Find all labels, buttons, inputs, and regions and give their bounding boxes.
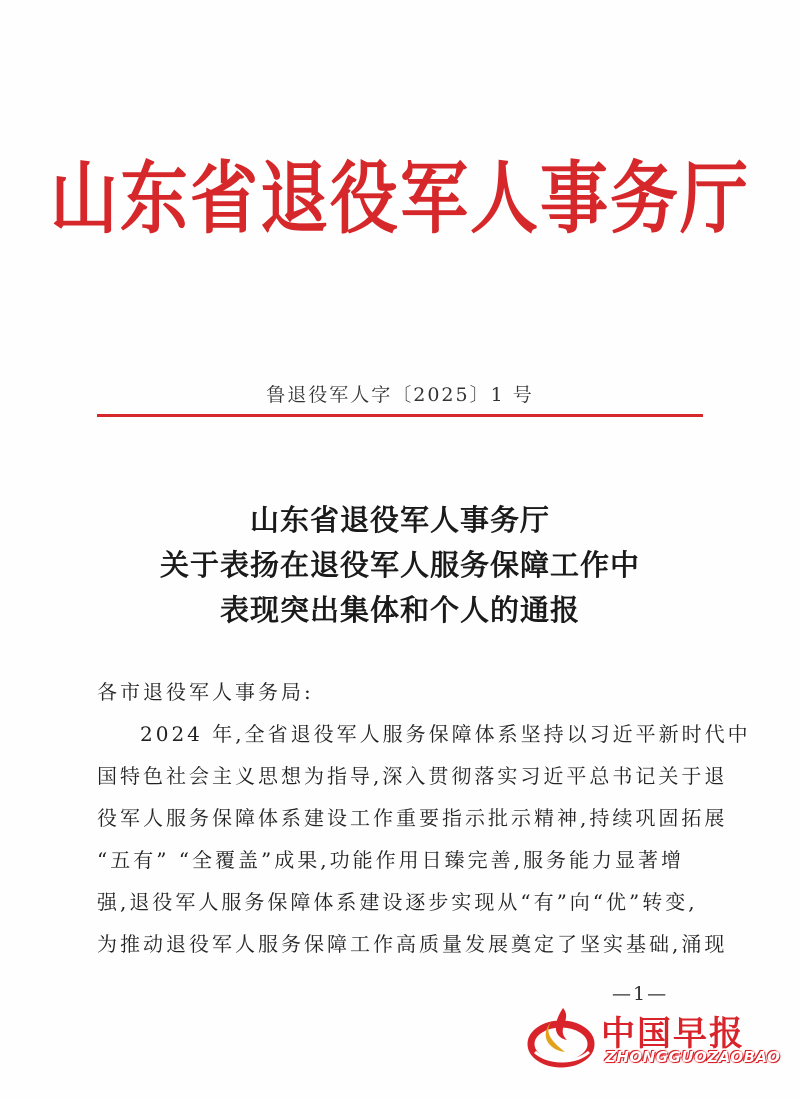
watermark-pinyin: ZHONGGUOZAOBAO <box>605 1048 781 1066</box>
notice-title-line-3: 表现突出集体和个人的通报 <box>219 593 580 627</box>
salutation: 各市退役军人事务局: <box>97 680 314 704</box>
agency-header-title: 山东省退役军人事务厅 <box>49 153 750 245</box>
body-line: “五有” “全覆盖”成果,功能作用日臻完善,服务能力显著增 <box>97 848 684 872</box>
watermark <box>525 1000 785 1080</box>
body-line: 强,退役军人服务保障体系建设逐步实现从“有”向“优”转变, <box>97 890 698 914</box>
body-line: 为推动退役军人服务保障工作高质量发展奠定了坚实基础,涌现 <box>97 932 728 956</box>
red-divider-line <box>97 414 703 417</box>
body-line: 2024 年,全省退役军人服务保障体系坚持以习近平新时代中 <box>140 722 751 746</box>
page-number: —1— <box>612 983 669 1005</box>
flame-logo-icon <box>525 1000 595 1070</box>
document-number: 鲁退役军人字〔2025〕1 号 <box>266 384 534 406</box>
notice-title-line-1: 山东省退役军人事务厅 <box>249 503 550 537</box>
body-line: 役军人服务保障体系建设工作重要指示批示精神,持续巩固拓展 <box>97 806 728 830</box>
body-line: 国特色社会主义思想为指导,深入贯彻落实习近平总书记关于退 <box>97 764 728 788</box>
notice-title-line-2: 关于表扬在退役军人服务保障工作中 <box>159 548 640 582</box>
watermark-name: 中国早报 <box>601 1014 745 1054</box>
